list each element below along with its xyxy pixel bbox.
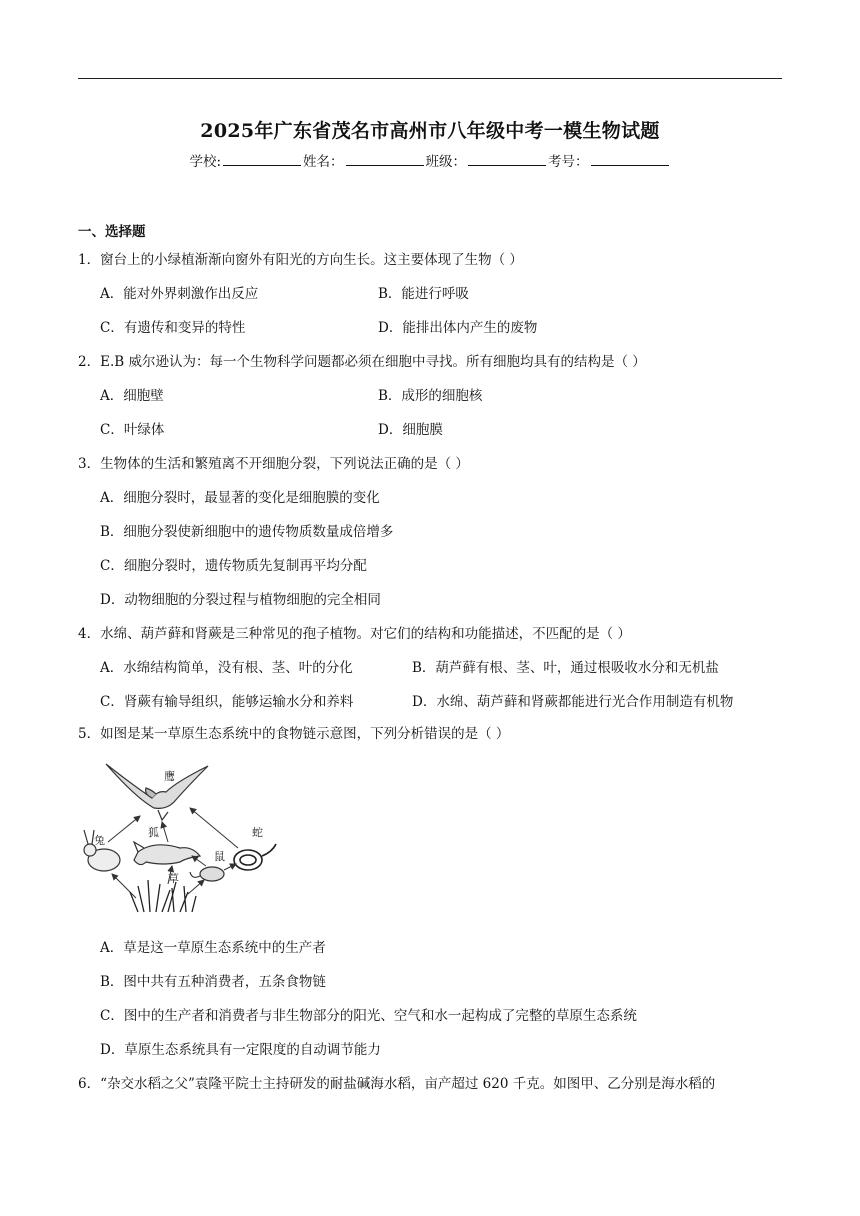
question-2-stem: 2．E.B 威尔逊认为：每一个生物科学问题都必须在细胞中寻找。所有细胞均具有的结构是（ ）: [78, 354, 646, 370]
question-3-option-b[interactable]: B．细胞分裂使新细胞中的遗传物质数量成倍增多: [100, 524, 394, 540]
section-title: 一、选择题: [78, 224, 146, 240]
question-2-option-b[interactable]: B．成形的细胞核: [378, 388, 483, 404]
rabbit-label: 兔: [94, 834, 105, 847]
question-1-option-d[interactable]: D．能排出体内产生的废物: [378, 320, 538, 336]
fox-label: 狐: [148, 826, 159, 839]
food-web-figure: [76, 752, 282, 914]
question-5-option-b[interactable]: B．图中共有五种消费者，五条食物链: [100, 974, 326, 990]
exam-no-label: 考号：: [548, 154, 589, 170]
question-4-option-b[interactable]: B．葫芦藓有根、茎、叶，通过根吸收水分和无机盐: [412, 660, 719, 676]
grass-drawing: [130, 880, 196, 912]
fox-drawing: [134, 842, 200, 865]
question-4-option-a[interactable]: A．水绵结构简单，没有根、茎、叶的分化: [100, 660, 353, 676]
eagle-drawing: [106, 764, 208, 820]
mouse-drawing: [190, 867, 224, 881]
question-3-stem: 3．生物体的生活和繁殖离不开细胞分裂，下列说法正确的是（ ）: [78, 456, 469, 472]
question-3-option-d[interactable]: D．动物细胞的分裂过程与植物细胞的完全相同: [100, 592, 381, 608]
question-3-option-a[interactable]: A．细胞分裂时，最显著的变化是细胞膜的变化: [100, 490, 380, 506]
exam-no-blank[interactable]: [591, 152, 669, 166]
page-title: 2025年广东省茂名市高州市八年级中考一模生物试题: [200, 120, 660, 142]
snake-label: 蛇: [252, 826, 263, 839]
question-1-option-b[interactable]: B．能进行呼吸: [378, 286, 469, 302]
school-label: 学校:: [189, 154, 222, 170]
question-5-option-a[interactable]: A．草是这一草原生态系统中的生产者: [100, 940, 326, 956]
question-1-option-a[interactable]: A．能对外界刺激作出反应: [100, 286, 259, 302]
mouse-label: 鼠: [214, 850, 225, 863]
question-2-option-d[interactable]: D．细胞膜: [378, 422, 443, 438]
question-1-stem: 1．窗台上的小绿植渐渐向窗外有阳光的方向生长。这主要体现了生物（ ）: [78, 252, 523, 268]
question-5-stem: 5．如图是某一草原生态系统中的食物链示意图，下列分析错误的是（ ）: [78, 726, 510, 742]
question-6-stem: 6．“杂交水稻之父”袁隆平院士主持研发的耐盐碱海水稻，亩产超过 620 千克。如图甲、乙分别是海水稻的: [78, 1076, 716, 1092]
question-3-option-c[interactable]: C．细胞分裂时，遗传物质先复制再平均分配: [100, 558, 367, 574]
class-label: 班级：: [425, 154, 467, 170]
student-info-line: [0, 150, 860, 170]
name-label: 姓名：: [303, 154, 344, 170]
question-2-option-c[interactable]: C．叶绿体: [100, 422, 165, 438]
question-4-stem: 4．水绵、葫芦藓和肾蕨是三种常见的孢子植物。对它们的结构和功能描述，不匹配的是（ ）: [78, 626, 631, 642]
question-5-option-c[interactable]: C．图中的生产者和消费者与非生物部分的阳光、空气和水一起构成了完整的草原生态系统: [100, 1008, 637, 1024]
grass-label: 草: [168, 872, 179, 885]
school-blank[interactable]: [223, 152, 301, 166]
name-blank[interactable]: [346, 152, 424, 166]
question-2-option-a[interactable]: A．细胞壁: [100, 388, 164, 404]
snake-drawing: [234, 844, 276, 870]
header-rule: [78, 78, 782, 79]
question-5-option-d[interactable]: D．草原生态系统具有一定限度的自动调节能力: [100, 1042, 381, 1058]
class-blank[interactable]: [468, 152, 546, 166]
question-4-option-c[interactable]: C．肾蕨有输导组织，能够运输水分和养料: [100, 694, 354, 710]
eagle-label: 鹰: [164, 770, 175, 783]
question-1-option-c[interactable]: C．有遗传和变异的特性: [100, 320, 246, 336]
question-4-option-d[interactable]: D．水绵、葫芦藓和肾蕨都能进行光合作用制造有机物: [412, 694, 734, 710]
